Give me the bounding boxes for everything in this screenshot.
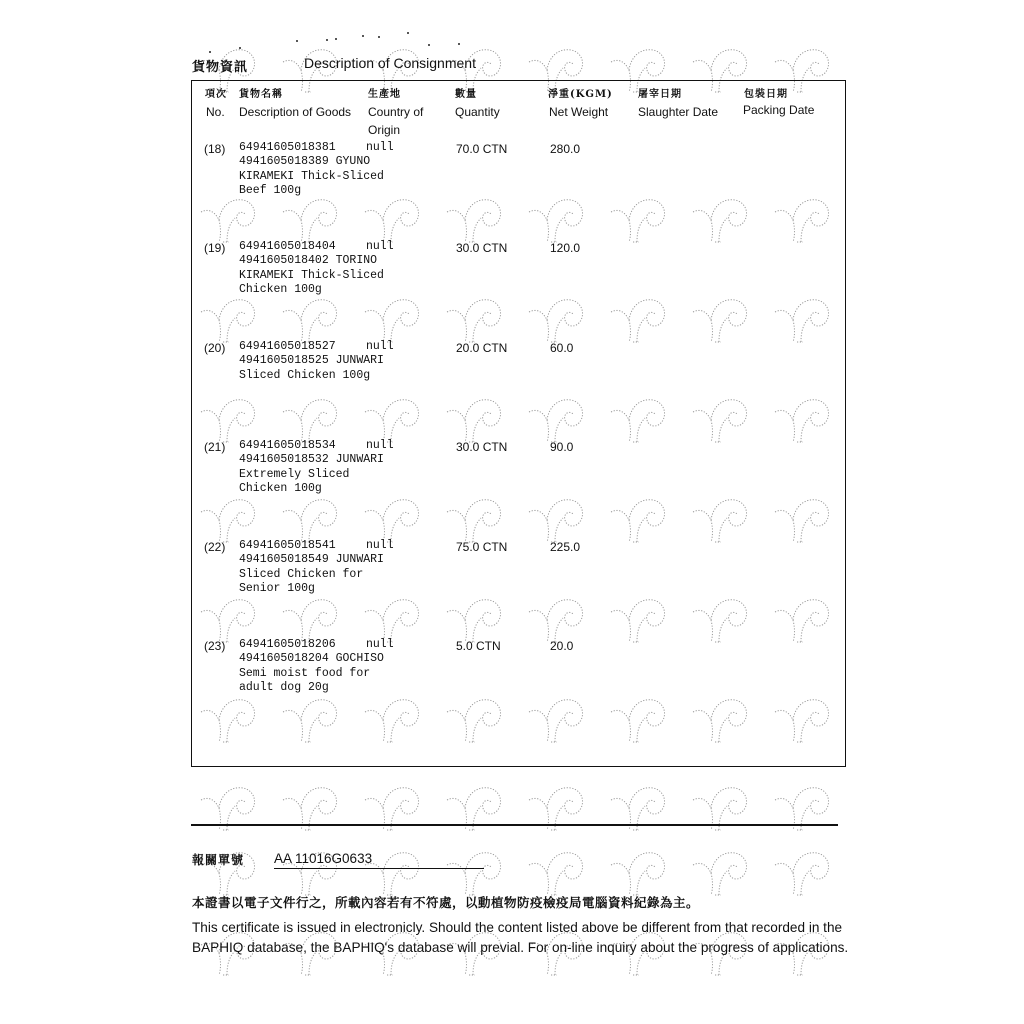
- header-no: No.: [206, 105, 225, 119]
- item-description: [239, 141, 384, 198]
- section-divider: [191, 824, 838, 826]
- description-line: 64941605018534: [239, 439, 336, 452]
- item-description: [239, 439, 384, 496]
- item-number: (21): [204, 440, 226, 454]
- description-line: Chicken 100g: [239, 481, 322, 495]
- header-origin: Country of Origin: [368, 105, 424, 137]
- item-number: (19): [204, 241, 226, 255]
- item-origin: null: [366, 340, 394, 353]
- description-line: 64941605018206: [239, 638, 336, 651]
- speckle: [335, 38, 337, 40]
- declaration-label: 報關單號: [192, 853, 245, 867]
- notice-text: This certificate is issued in electronicly. Should the content listed above be different from that recorded in the BAPHIQ database, the BAPHIQ's database will previal. For on-line inquiry about the progress of applications.: [192, 920, 849, 955]
- description-line: 4941605018525 JUNWARI: [239, 354, 384, 368]
- description-line: Sliced Chicken for: [239, 567, 364, 581]
- item-net-weight: 20.0: [550, 639, 574, 653]
- header-no-cjk: 項次: [205, 89, 227, 100]
- item-origin: null: [366, 439, 394, 452]
- speckle: [407, 32, 409, 34]
- item-origin: null: [366, 141, 394, 154]
- description-line: 4941605018402 TORINO: [239, 254, 378, 268]
- description-line: KIRAMEKI Thick-Sliced: [239, 169, 384, 183]
- speckle: [458, 43, 460, 45]
- sprout-swirl-icon: [689, 845, 751, 897]
- item-net-weight: 60.0: [550, 341, 574, 355]
- item-description: [239, 539, 384, 596]
- declaration-underline: [274, 868, 484, 869]
- description-line: Beef 100g: [239, 183, 302, 197]
- speckle: [209, 51, 211, 53]
- description-line: Chicken 100g: [239, 282, 322, 296]
- header-origin-cjk: 生產地: [368, 89, 401, 100]
- item-description: [239, 340, 384, 383]
- description-line: 4941605018204 GOCHISO: [239, 652, 384, 666]
- description-line: Semi moist food for: [239, 666, 371, 680]
- item-quantity: 30.0 CTN: [456, 440, 508, 454]
- sprout-swirl-icon: [771, 845, 833, 897]
- sprout-swirl-icon: [525, 845, 587, 897]
- speckle: [239, 47, 241, 49]
- item-net-weight: 120.0: [550, 241, 581, 255]
- description-line: 64941605018541: [239, 539, 336, 552]
- item-quantity: 5.0 CTN: [456, 639, 501, 653]
- header-packing-date: Packing Date: [743, 103, 815, 117]
- item-number: (23): [204, 639, 226, 653]
- section-title: Description of Consignment: [304, 55, 476, 71]
- item-quantity: 70.0 CTN: [456, 142, 508, 156]
- description-line: 4941605018532 JUNWARI: [239, 453, 384, 467]
- item-number: (18): [204, 142, 226, 156]
- description-line: 4941605018549 JUNWARI: [239, 553, 384, 567]
- speckle: [378, 36, 380, 38]
- header-slaughter-date-cjk: 屠宰日期: [638, 89, 682, 100]
- speckle: [362, 35, 364, 37]
- description-line: Senior 100g: [239, 581, 315, 595]
- item-quantity: 30.0 CTN: [456, 241, 508, 255]
- header-packing-date-cjk: 包裝日期: [744, 89, 788, 100]
- item-number: (22): [204, 540, 226, 554]
- speckle: [326, 39, 328, 41]
- item-quantity: 75.0 CTN: [456, 540, 508, 554]
- header-slaughter-date: Slaughter Date: [638, 105, 719, 119]
- description-line: Extremely Sliced: [239, 467, 350, 481]
- item-origin: null: [366, 240, 394, 253]
- header-quantity: Quantity: [455, 105, 500, 119]
- speckle: [428, 44, 430, 46]
- description-line: KIRAMEKI Thick-Sliced: [239, 268, 384, 282]
- description-line: 64941605018527: [239, 340, 336, 353]
- header-description: Description of Goods: [239, 105, 352, 119]
- sprout-swirl-icon: [607, 845, 669, 897]
- header-quantity-cjk: 數量: [455, 89, 477, 100]
- item-net-weight: 90.0: [550, 440, 574, 454]
- notice-cjk: 本證書以電子文件行之，所載內容若有不符處，以動植物防疫檢疫局電腦資料紀錄為主。: [192, 895, 700, 910]
- speckle: [296, 40, 298, 42]
- description-line: 64941605018404: [239, 240, 336, 253]
- description-line: 64941605018381: [239, 141, 336, 154]
- description-line: adult dog 20g: [239, 680, 329, 694]
- header-net-weight: Net Weight: [549, 105, 609, 119]
- item-net-weight: 280.0: [550, 142, 581, 156]
- item-description: [239, 240, 384, 297]
- item-description: [239, 638, 384, 695]
- declaration-number: AA 11016G0633: [274, 851, 373, 866]
- description-line: Sliced Chicken 100g: [239, 368, 371, 382]
- item-origin: null: [366, 638, 394, 651]
- section-title-cjk: 貨物資訊: [192, 60, 249, 75]
- description-line: 4941605018389 GYUNO: [239, 155, 371, 169]
- header-net-weight-cjk: 淨重(KGM): [548, 89, 613, 100]
- item-origin: null: [366, 539, 394, 552]
- item-number: (20): [204, 341, 226, 355]
- header-description-cjk: 貨物名稱: [239, 89, 283, 100]
- sprout-swirl-icon: [443, 845, 505, 897]
- item-net-weight: 225.0: [550, 540, 581, 554]
- item-quantity: 20.0 CTN: [456, 341, 508, 355]
